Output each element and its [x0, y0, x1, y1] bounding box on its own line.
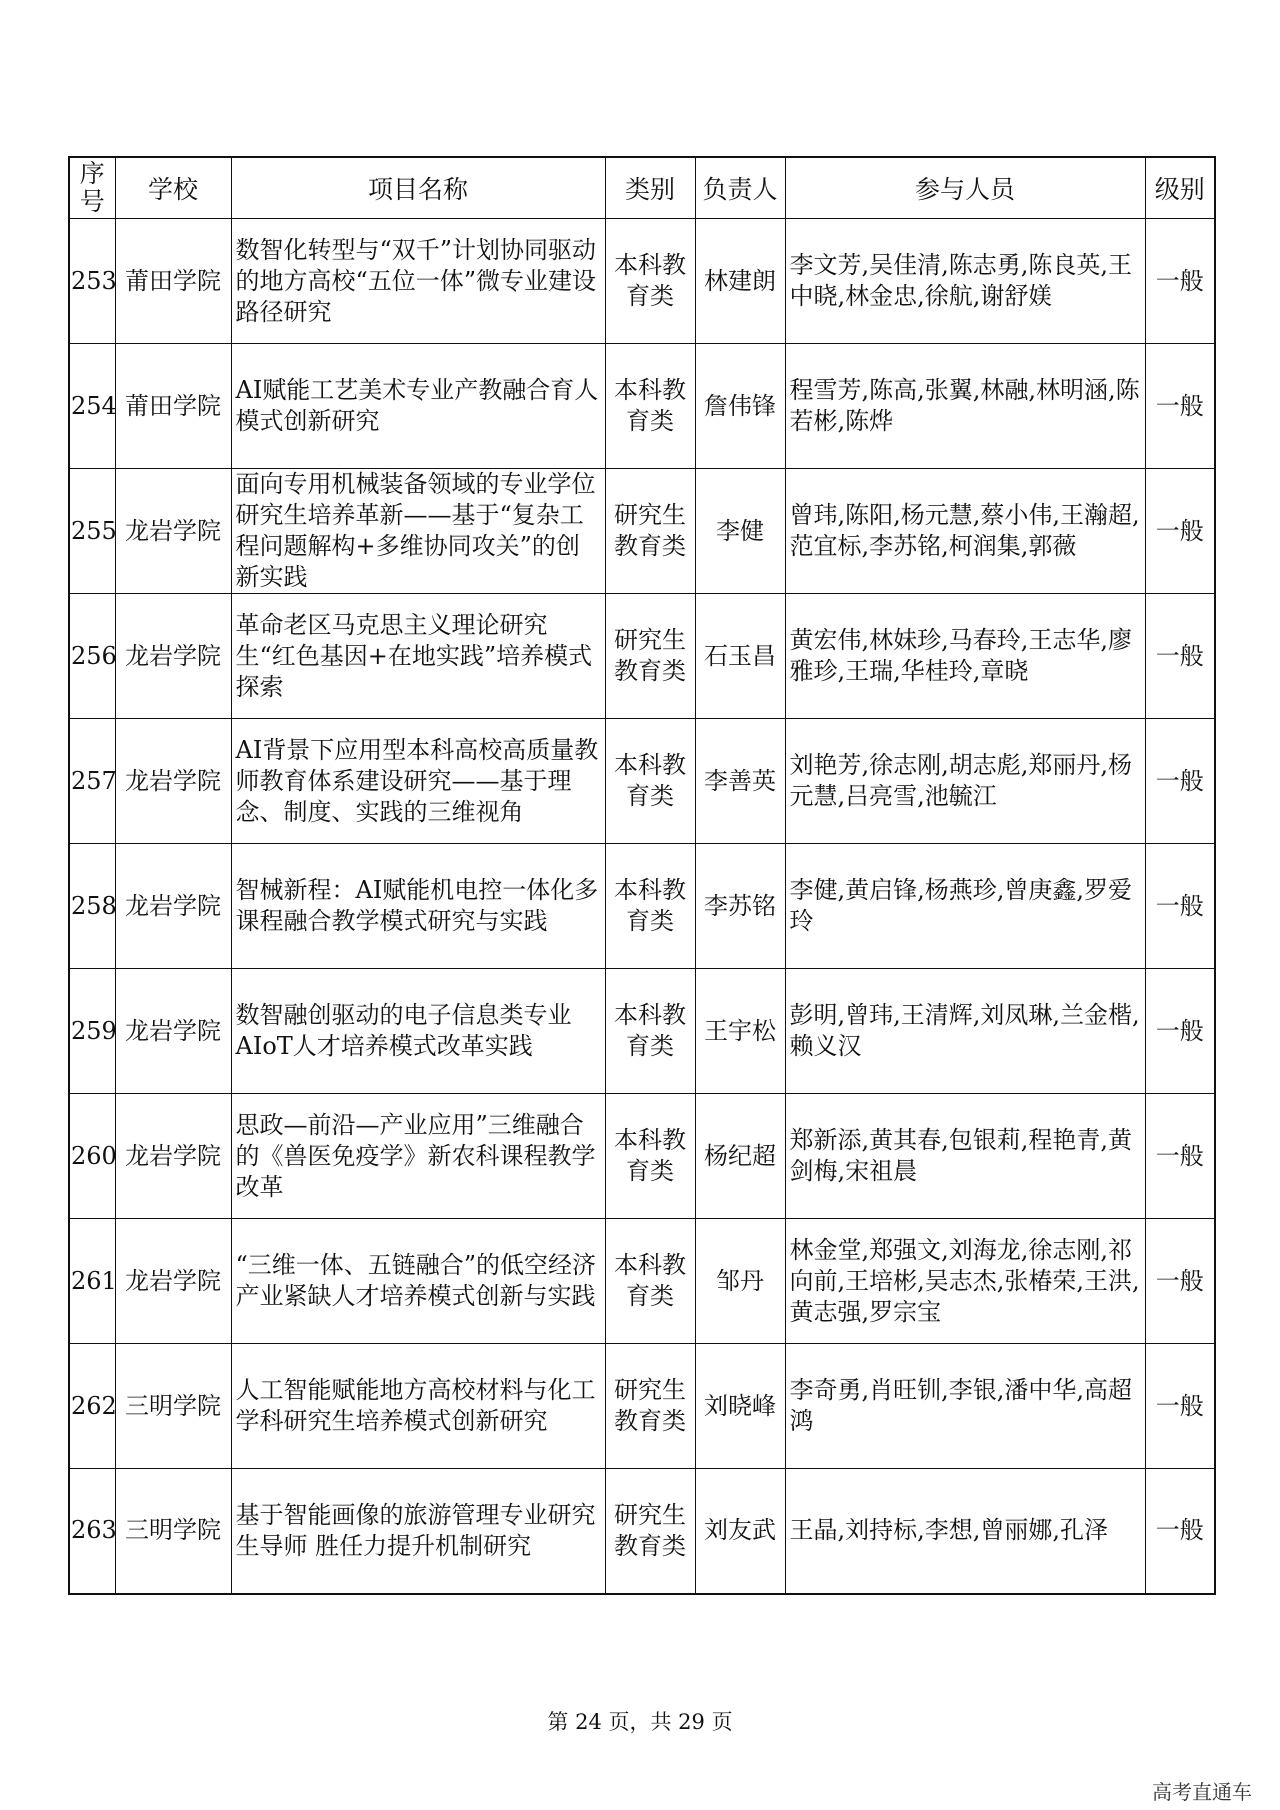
cell-school: 龙岩学院 — [115, 969, 231, 1094]
cell-members: 彭明,曾玮,王清辉,刘凤琳,兰金楷,赖义汉 — [785, 969, 1145, 1094]
cell-members: 曾玮,陈阳,杨元慧,蔡小伟,王瀚超,范宜标,李苏铭,柯润集,郭薇 — [785, 469, 1145, 594]
cell-leader: 刘友武 — [695, 1469, 785, 1594]
table-row — [69, 344, 1215, 469]
cell-leader: 石玉昌 — [695, 594, 785, 719]
cell-school: 龙岩学院 — [115, 1094, 231, 1219]
table-header-row — [69, 157, 1215, 219]
cell-school: 龙岩学院 — [115, 719, 231, 844]
cell-school: 龙岩学院 — [115, 1219, 231, 1344]
cell-category: 本科教育类 — [605, 219, 695, 344]
cell-no: 254 — [69, 344, 115, 469]
cell-category: 研究生教育类 — [605, 1344, 695, 1469]
cell-level: 一般 — [1145, 1219, 1215, 1344]
header-project-name: 项目名称 — [231, 157, 605, 219]
cell-leader: 刘晓峰 — [695, 1344, 785, 1469]
cell-leader: 李健 — [695, 469, 785, 594]
cell-level: 一般 — [1145, 844, 1215, 969]
cell-project-name: 面向专用机械装备领域的专业学位研究生培养革新——基于“复杂工程问题解构+多维协同攻关”的创新实践 — [231, 469, 605, 594]
header-members: 参与人员 — [785, 157, 1145, 219]
cell-project-name: 智械新程：AI赋能机电控一体化多课程融合教学模式研究与实践 — [231, 844, 605, 969]
cell-level: 一般 — [1145, 969, 1215, 1094]
cell-project-name: 基于智能画像的旅游管理专业研究生导师 胜任力提升机制研究 — [231, 1469, 605, 1594]
cell-category: 本科教育类 — [605, 1219, 695, 1344]
cell-project-name: 数智融创驱动的电子信息类专业AIoT人才培养模式改革实践 — [231, 969, 605, 1094]
cell-leader: 李善英 — [695, 719, 785, 844]
cell-school: 莆田学院 — [115, 344, 231, 469]
cell-level: 一般 — [1145, 594, 1215, 719]
header-level: 级别 — [1145, 157, 1215, 219]
cell-members: 李奇勇,肖旺钏,李银,潘中华,高超鸿 — [785, 1344, 1145, 1469]
page-number: 第 24 页，共 29 页 — [547, 1710, 733, 1734]
cell-leader: 王宇松 — [695, 969, 785, 1094]
cell-no: 261 — [69, 1219, 115, 1344]
cell-no: 257 — [69, 719, 115, 844]
cell-school: 莆田学院 — [115, 219, 231, 344]
table-row — [69, 969, 1215, 1094]
cell-school: 龙岩学院 — [115, 594, 231, 719]
cell-level: 一般 — [1145, 1469, 1215, 1594]
cell-category: 研究生教育类 — [605, 469, 695, 594]
cell-project-name: “三维一体、五链融合”的低空经济产业紧缺人才培养模式创新与实践 — [231, 1219, 605, 1344]
cell-project-name: AI背景下应用型本科高校高质量教师教育体系建设研究——基于理念、制度、实践的三维视角 — [231, 719, 605, 844]
cell-no: 260 — [69, 1094, 115, 1219]
cell-category: 本科教育类 — [605, 969, 695, 1094]
cell-school: 龙岩学院 — [115, 469, 231, 594]
watermark: 高考直通车 — [1152, 1780, 1252, 1804]
table-row — [69, 1219, 1215, 1344]
cell-leader: 邹丹 — [695, 1219, 785, 1344]
table-row — [69, 219, 1215, 344]
cell-leader: 詹伟锋 — [695, 344, 785, 469]
cell-members: 黄宏伟,林妹珍,马春玲,王志华,廖雅珍,王瑞,华桂玲,章晓 — [785, 594, 1145, 719]
cell-members: 林金堂,郑强文,刘海龙,徐志刚,祁向前,王培彬,吴志杰,张椿荣,王洪,黄志强,罗宗宝 — [785, 1219, 1145, 1344]
cell-level: 一般 — [1145, 219, 1215, 344]
table-row — [69, 1469, 1215, 1594]
cell-project-name: 思政—前沿—产业应用”三维融合的《兽医免疫学》新农科课程教学改革 — [231, 1094, 605, 1219]
cell-no: 255 — [69, 469, 115, 594]
table-row — [69, 844, 1215, 969]
table-row — [69, 594, 1215, 719]
cell-members: 王晶,刘持标,李想,曾丽娜,孔泽 — [785, 1469, 1145, 1594]
cell-level: 一般 — [1145, 469, 1215, 594]
header-no: 序号 — [69, 157, 115, 219]
cell-category: 本科教育类 — [605, 719, 695, 844]
cell-category: 本科教育类 — [605, 344, 695, 469]
header-school: 学校 — [115, 157, 231, 219]
cell-school: 三明学院 — [115, 1344, 231, 1469]
cell-project-name: 人工智能赋能地方高校材料与化工学科研究生培养模式创新研究 — [231, 1344, 605, 1469]
cell-no: 256 — [69, 594, 115, 719]
cell-members: 郑新添,黄其春,包银莉,程艳青,黄剑梅,宋祖晨 — [785, 1094, 1145, 1219]
project-table — [68, 156, 1216, 1595]
cell-category: 研究生教育类 — [605, 594, 695, 719]
cell-level: 一般 — [1145, 1094, 1215, 1219]
cell-project-name: 革命老区马克思主义理论研究生“红色基因+在地实践”培养模式探索 — [231, 594, 605, 719]
table-row — [69, 1094, 1215, 1219]
header-leader: 负责人 — [695, 157, 785, 219]
cell-no: 258 — [69, 844, 115, 969]
cell-members: 李健,黄启锋,杨燕珍,曾庚鑫,罗爱玲 — [785, 844, 1145, 969]
cell-no: 262 — [69, 1344, 115, 1469]
cell-members: 程雪芳,陈高,张翼,林融,林明涵,陈若彬,陈烨 — [785, 344, 1145, 469]
cell-leader: 杨纪超 — [695, 1094, 785, 1219]
cell-members: 刘艳芳,徐志刚,胡志彪,郑丽丹,杨元慧,吕亮雪,池毓江 — [785, 719, 1145, 844]
cell-project-name: 数智化转型与“双千”计划协同驱动的地方高校“五位一体”微专业建设路径研究 — [231, 219, 605, 344]
cell-school: 三明学院 — [115, 1469, 231, 1594]
cell-level: 一般 — [1145, 344, 1215, 469]
cell-no: 263 — [69, 1469, 115, 1594]
cell-project-name: AI赋能工艺美术专业产教融合育人模式创新研究 — [231, 344, 605, 469]
table-row — [69, 469, 1215, 594]
table-row — [69, 1344, 1215, 1469]
cell-level: 一般 — [1145, 719, 1215, 844]
cell-leader: 李苏铭 — [695, 844, 785, 969]
cell-no: 253 — [69, 219, 115, 344]
cell-category: 本科教育类 — [605, 844, 695, 969]
header-category: 类别 — [605, 157, 695, 219]
cell-leader: 林建朗 — [695, 219, 785, 344]
cell-members: 李文芳,吴佳清,陈志勇,陈良英,王中晓,林金忠,徐航,谢舒媄 — [785, 219, 1145, 344]
cell-category: 研究生教育类 — [605, 1469, 695, 1594]
cell-no: 259 — [69, 969, 115, 1094]
table-row — [69, 719, 1215, 844]
cell-school: 龙岩学院 — [115, 844, 231, 969]
cell-category: 本科教育类 — [605, 1094, 695, 1219]
cell-level: 一般 — [1145, 1344, 1215, 1469]
